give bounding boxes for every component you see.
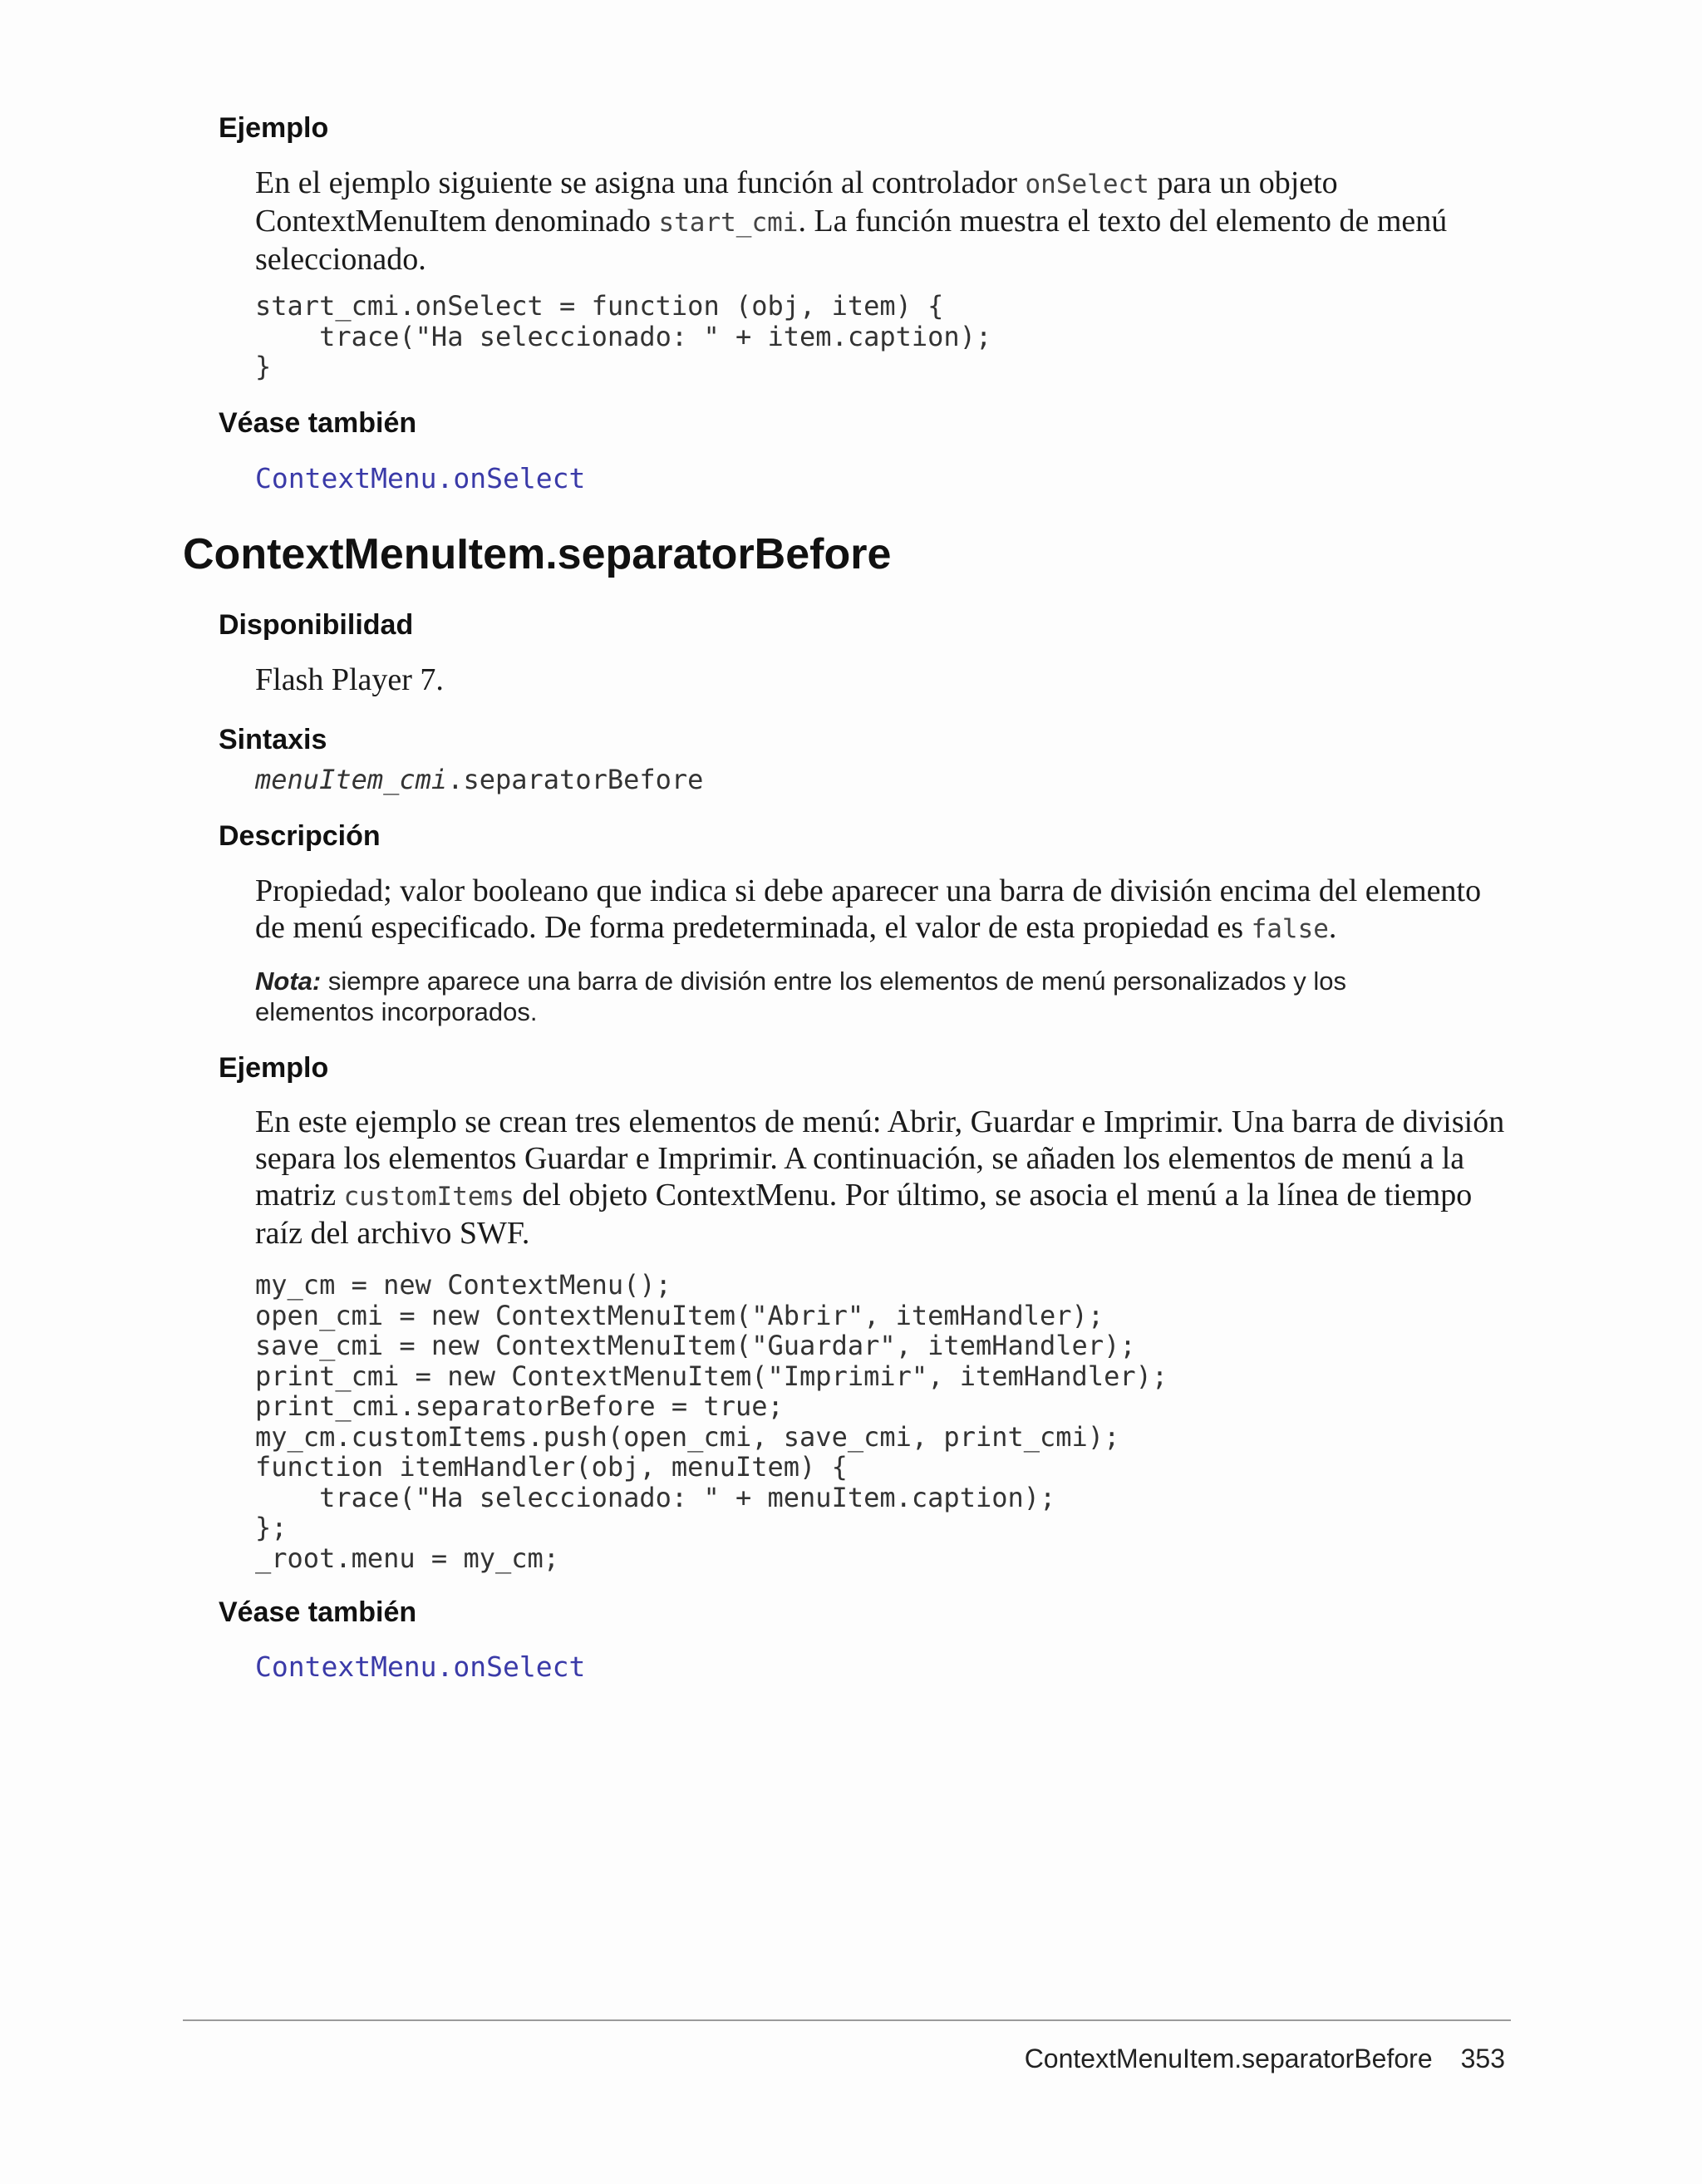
- footer-divider: [183, 2019, 1511, 2021]
- syntax-line: [255, 763, 703, 796]
- see-also-heading: Véase también: [219, 1596, 417, 1628]
- note-label: Nota:: [255, 967, 322, 996]
- syntax-variable: menuItem_cmi: [255, 764, 448, 795]
- syntax-property: .separatorBefore: [447, 764, 704, 795]
- inline-code: false: [1251, 914, 1329, 944]
- see-also-heading: Véase también: [219, 407, 417, 439]
- text-run: .: [1328, 910, 1337, 945]
- example-paragraph: [255, 1104, 1518, 1252]
- inline-code: onSelect: [1025, 170, 1149, 199]
- description-paragraph: [255, 873, 1518, 947]
- page-footer: [1025, 2042, 1505, 2075]
- code-block: start_cmi.onSelect = function (obj, item) { trace("Ha seleccionado: " + item.caption); }: [255, 290, 992, 382]
- availability-heading: Disponibilidad: [219, 609, 414, 641]
- inline-code: customItems: [343, 1182, 514, 1212]
- text-run: En este ejemplo se crean tres elementos de menú: Abrir, Guardar e Imprimir. Una barra de división separa los elementos Guardar e Imprimir. A continuación, se añaden los elementos de menú a la matriz: [255, 1104, 1505, 1213]
- text-run: del objeto ContextMenu. Por último, se asocia el menú a la línea de tiempo raíz del archivo SWF.: [255, 1178, 1473, 1251]
- see-also-link[interactable]: ContextMenu.onSelect: [255, 1650, 586, 1683]
- example-heading: Ejemplo: [219, 1052, 329, 1084]
- section-title: ContextMenuItem.separatorBefore: [183, 530, 892, 578]
- syntax-heading: Sintaxis: [219, 724, 327, 755]
- note-text: siempre aparece una barra de división entre los elementos de menú personalizados y los elementos incorporados.: [255, 967, 1347, 1026]
- example-paragraph: [255, 165, 1518, 278]
- text-run: . La función muestra el texto del elemento de menú seleccionado.: [255, 204, 1448, 277]
- see-also-link[interactable]: ContextMenu.onSelect: [255, 462, 586, 494]
- example-heading: Ejemplo: [219, 112, 329, 144]
- availability-text: Flash Player 7.: [255, 662, 444, 697]
- text-run: En el ejemplo siguiente se asigna una función al controlador: [255, 165, 1026, 200]
- page-number: 353: [1460, 2044, 1505, 2073]
- text-run: Propiedad; valor booleano que indica si debe aparecer una barra de división encima del elemento de menú especificado. De forma predeterminada, el valor de esta propiedad es: [255, 873, 1482, 945]
- note: [255, 966, 1468, 1027]
- code-block: my_cm = new ContextMenu(); open_cmi = new ContextMenuItem("Abrir", itemHandler); save_cmi = new ContextMenuItem("Guardar", itemHandler); print_cmi = new ContextMenuItem("Imprimir", itemHandler); print_cmi.separatorBefore = true; my_cm.customItems.push(open_cmi, save_cmi, print_cmi); function itemHandler(obj, menuItem) { trace("Ha seleccionado: " + menuItem.caption); }; _root.menu = my_cm;: [255, 1269, 1168, 1574]
- inline-code: start_cmi: [658, 208, 799, 238]
- text-run: para un objeto ContextMenuItem denominado: [255, 165, 1338, 239]
- description-heading: Descripción: [219, 820, 381, 852]
- footer-title: ContextMenuItem.separatorBefore: [1024, 2044, 1433, 2073]
